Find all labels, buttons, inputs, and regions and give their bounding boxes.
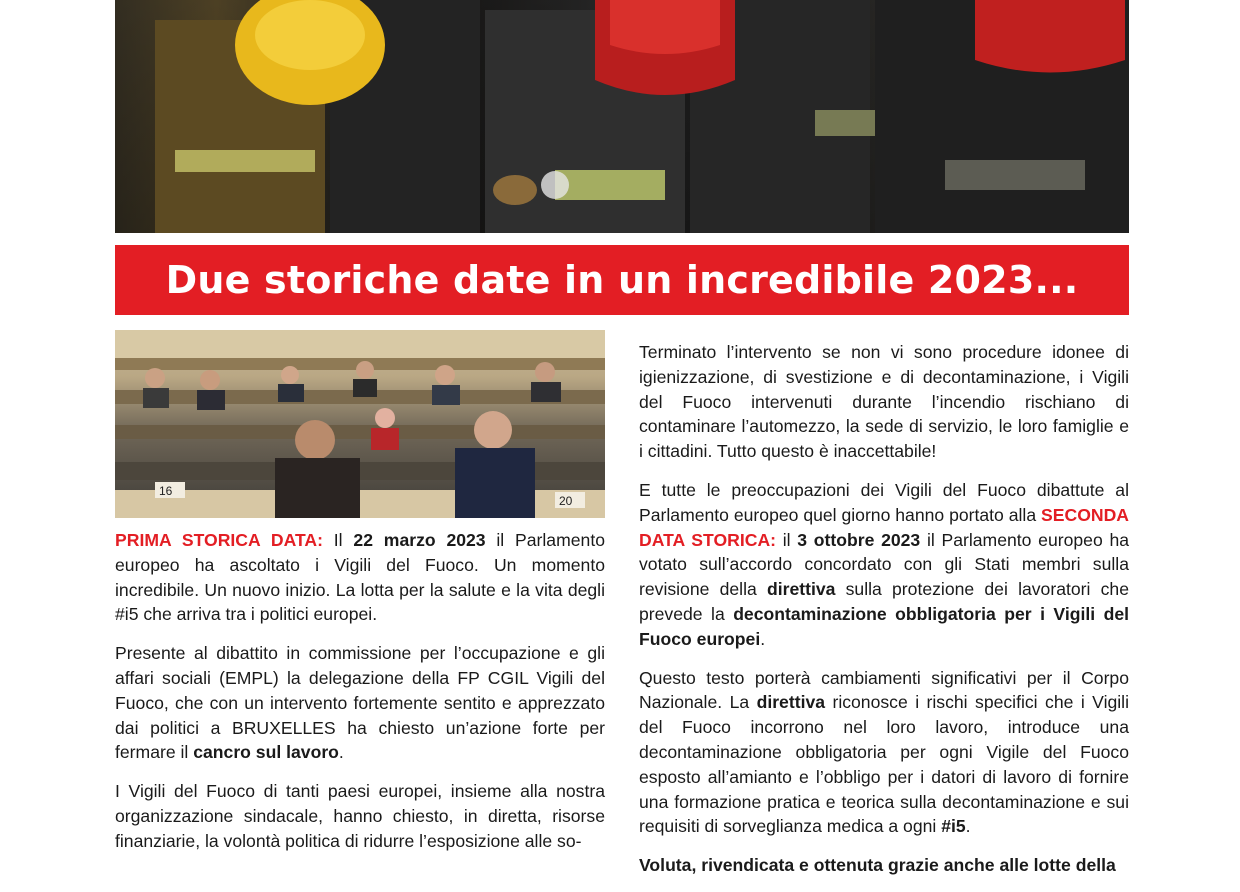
paragraph bbox=[115, 528, 605, 627]
text: Presente al dibattito in commissione per l’occupazione e gli affari sociali (EMPL) la delegazione della FP CGIL Vigili del Fuoco, che con un intervento fortemente sentito e apprezzato dai politici a BRUXELLES ha chiesto un’azione forte per fermare il bbox=[115, 643, 605, 763]
bold-text: Voluta, rivendicata e ottenuta grazie anche alle lotte della bbox=[639, 855, 1116, 876]
second-date: 3 ottobre 2023 bbox=[797, 529, 921, 550]
bold-text: cancro sul lavoro bbox=[193, 742, 339, 763]
text: il Parlamento europeo ha votato sull’accordo concordato con gli Stati membri sulla revisione della bbox=[639, 529, 1130, 600]
parliament-hearing-icon bbox=[115, 330, 605, 518]
text: Questo testo porterà cambiamenti significativi per il Corpo Nazionale. La bbox=[639, 667, 1129, 713]
text: I Vigili del Fuoco di tanti paesi europei, insieme alla nostra organizzazione sindacale, hanno chiesto, in diretta, risorse finanziarie, la volontà politica di ridurre l’esposizione alle so- bbox=[115, 781, 605, 851]
text: il Parlamento europeo ha ascoltato i Vigili del Fuoco. Un momento incredibile. Un nuovo inizio. La lotta per la salute e la vita degli #i5 che arriva tra i politici europei. bbox=[115, 530, 605, 625]
bold-text: #i5 bbox=[941, 816, 966, 837]
paragraph bbox=[639, 478, 1129, 652]
firefighter-gear-icon bbox=[115, 0, 1129, 233]
first-date-lead: PRIMA STORICA DATA: bbox=[115, 530, 323, 550]
text: . bbox=[965, 816, 971, 837]
nameplate-20: 20 bbox=[559, 494, 573, 508]
text: Il bbox=[322, 530, 354, 550]
bold-text: direttiva bbox=[756, 692, 826, 713]
text: Terminato l’intervento se non vi sono procedure idonee di igienizzazione, di svestizione e di decontaminazione, i Vigili del Fuoco intervenuti durante l’incendio rischiano di contaminare l’automezzo, la sede di servizio, le loro famiglie e i cittadini. Tutto questo è inaccettabile! bbox=[639, 342, 1129, 462]
photo bbox=[115, 330, 605, 518]
left-column bbox=[115, 528, 605, 868]
text: . bbox=[338, 742, 344, 763]
right-column bbox=[639, 340, 1129, 892]
nameplate-16: 16 bbox=[159, 484, 173, 498]
page-title: Due storiche date in un incredibile 2023... bbox=[165, 258, 1079, 302]
paragraph bbox=[115, 641, 605, 765]
hero-image bbox=[115, 0, 1129, 233]
first-date: 22 marzo 2023 bbox=[353, 530, 486, 550]
second-date-lead: SECONDA DATA STORICA: bbox=[639, 504, 1129, 550]
paragraph bbox=[115, 779, 605, 853]
text: E tutte le preoccupazioni dei Vigili del Fuoco dibattute al Parlamento europeo quel giorno hanno portato alla bbox=[639, 479, 1129, 525]
paragraph bbox=[639, 853, 1129, 878]
bold-text: direttiva bbox=[766, 579, 836, 600]
text: sulla protezione dei lavoratori che prevede la bbox=[639, 579, 1129, 624]
bold-text: decontaminazione obbligatoria per i Vigili del Fuoco europei bbox=[639, 603, 1129, 649]
text: il bbox=[776, 529, 798, 550]
paragraph bbox=[639, 666, 1129, 840]
title-banner bbox=[115, 245, 1129, 315]
paragraph bbox=[639, 340, 1129, 464]
text: riconosce i rischi specifici che i Vigili del Fuoco incorrono nel loro lavoro, introduce una decontaminazione obbligatoria per ogni Vigile del Fuoco esposto all’amianto e l’obbligo per i datori di lavoro di fornire una formazione pratica e teorica sulla decontaminazione e sui requisiti di sorveglianza medica a ogni bbox=[639, 692, 1129, 837]
text: . bbox=[760, 628, 766, 649]
